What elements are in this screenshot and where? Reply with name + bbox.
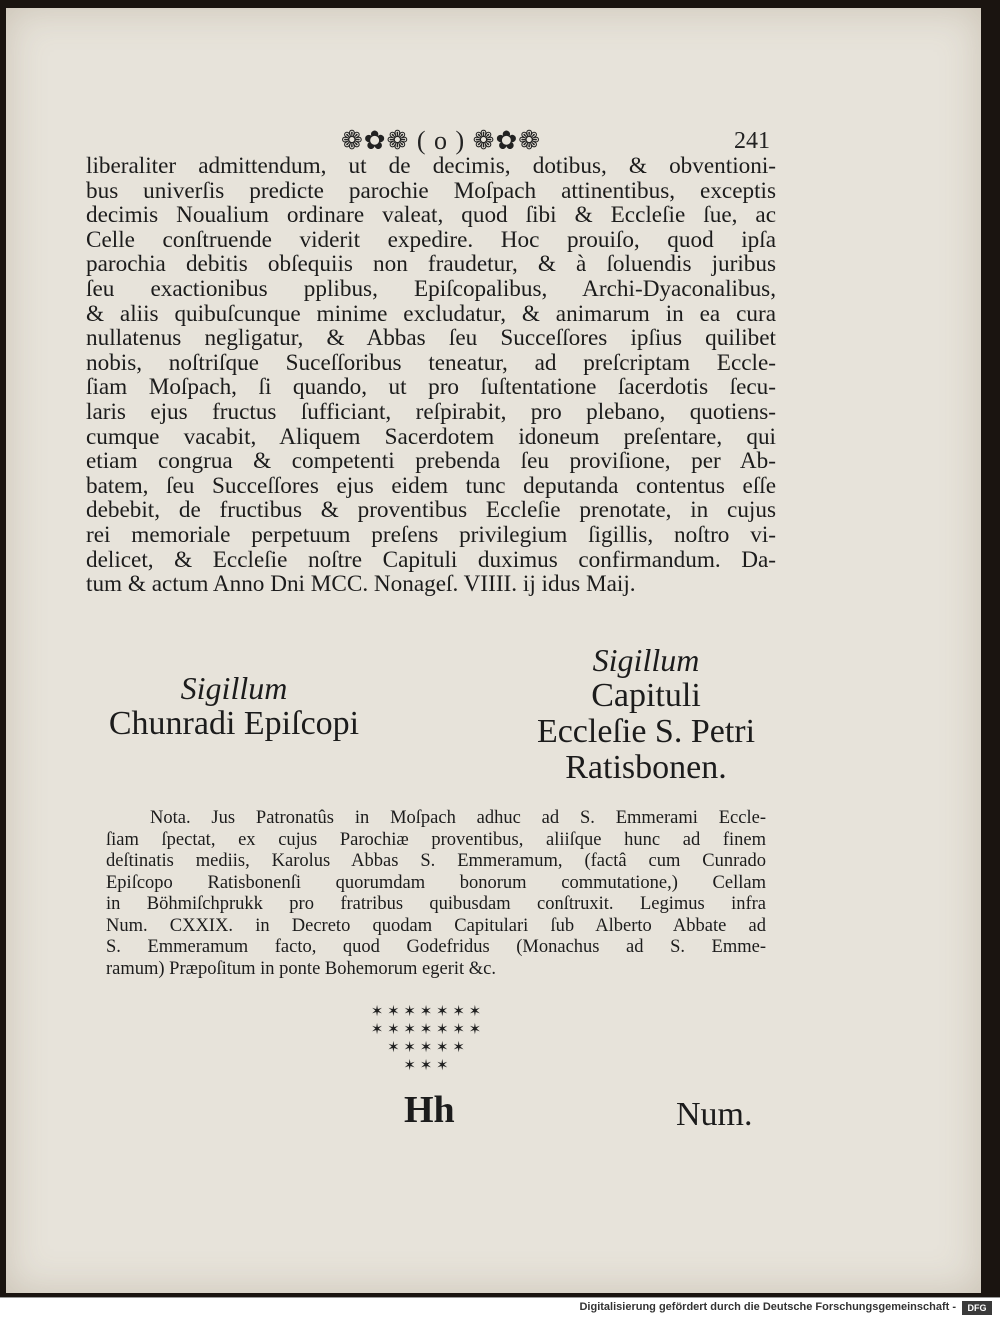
text-line: rei memoriale perpetuum preſens privilegium ſigillis, noſtro vi- — [86, 521, 776, 548]
text-line: nobis, noſtriſque Suceſſoribus teneatur, ad preſcriptam Eccle- — [86, 349, 776, 376]
text-line: nullatenus negligatur, & Abbas ſeu Succeſſores ipſius quilibet — [86, 325, 776, 352]
signature-mark: Hh — [404, 1089, 455, 1131]
seal-right-line: Capituli — [591, 677, 701, 714]
seal-right-block — [511, 642, 781, 786]
text-line: ſiam Moſpach, ſi quando, ut pro ſuſtentatione ſacerdotis ſecu- — [86, 374, 776, 401]
footer-bar — [0, 1297, 1000, 1319]
seal-left-block — [84, 670, 384, 742]
footer-credit: Digitalisierung gefördert durch die Deutsche Forschungsgemeinschaft - — [579, 1301, 956, 1313]
text-line: liberaliter admittendum, ut de decimis, dotibus, & obventioni- — [86, 153, 776, 179]
star-ornament — [336, 1003, 516, 1075]
star-row: ✶ ✶ ✶ ✶ ✶ ✶ ✶ — [370, 1004, 482, 1020]
text-line: etiam congrua & competenti prebenda ſeu proviſione, per Ab- — [86, 448, 776, 475]
star-row: ✶ ✶ ✶ ✶ ✶ ✶ ✶ — [370, 1022, 482, 1038]
nota-line: Num. CXXIX. in Decreto quodam Capitulari ſub Alberto Abbate ad — [106, 915, 766, 936]
nota-block — [106, 808, 766, 980]
dfg-logo-icon: DFG — [962, 1301, 992, 1315]
nota-line: Epiſcopo Ratisbonenſi quorumdam bonorum commutatione,) Cellam — [106, 872, 766, 893]
nota-line: in Böhmiſchprukk pro fratribus quibusdam conſtruxit. Legimus infra — [106, 894, 766, 914]
catchword: Num. — [676, 1096, 753, 1133]
text-line: cumque vacabit, Aliquem Sacerdotem idoneum preſentare, qui — [86, 423, 776, 450]
text-line: & aliis quibuſcunque minime excludatur, & animarum in ea cura — [86, 300, 776, 327]
seal-right-line: Ratisbonen. — [565, 749, 727, 786]
star-row: ✶ ✶ ✶ ✶ ✶ — [387, 1040, 465, 1056]
text-line: decimis Noualium ordinare valeat, quod ſibi & Eccleſie ſue, ac — [86, 202, 776, 229]
seal-right-heading: Sigillum — [592, 642, 700, 678]
nota-line: ſiam ſpectat, ex cujus Parochiæ proventibus, aliiſque hunc ad finem — [106, 829, 766, 850]
seal-right-line: Eccleſie S. Petri — [536, 713, 756, 750]
nota-line: ramum) Præpoſitum in ponte Bohemorum egerit &c. — [106, 958, 496, 979]
text-line: tum & actum Anno Dni MCC. Nonageſ. VIIII. ij idus Maij. — [86, 571, 636, 598]
text-line: bus univerſis predicte parochie Moſpach attinentibus, exceptis — [86, 177, 776, 204]
header-ornament: ❁✿❁ ( o ) ❁✿❁ — [340, 126, 542, 155]
text-line: parochia debitis obſequiis non fraudetur, & à ſoluendis juribus — [86, 251, 776, 278]
star-row: ✶ ✶ ✶ — [403, 1058, 449, 1074]
book-page — [6, 8, 981, 1293]
nota-line: deſtinatis mediis, Karolus Abbas S. Emmeramum, (factâ cum Cunrado — [106, 851, 766, 871]
text-line: Celle conſtruende viderit expedire. Hoc prouiſo, quod ipſa — [86, 226, 776, 253]
text-line: ſeu exactionibus pplibus, Epiſcopalibus, Archi-Dyaconalibus, — [86, 275, 776, 302]
text-line: debebit, de fructibus & proventibus Eccleſie prenotate, in cujus — [86, 497, 776, 524]
seal-left-heading: Sigillum — [180, 670, 288, 706]
nota-line: S. Emmeramum facto, quod Godefridus (Monachus ad S. Emme- — [106, 937, 766, 957]
text-line: laris ejus fructus ſufficiant, reſpirabit, pro plebano, quotiens- — [86, 398, 776, 425]
main-text-block — [86, 154, 776, 597]
text-line: batem, ſeu Succeſſores ejus eidem tunc deputanda contentus eſſe — [86, 472, 776, 499]
nota-line: Nota. Jus Patronatûs in Moſpach adhuc ad S. Emmerami Eccle- — [150, 808, 766, 828]
text-line: delicet, & Eccleſie noſtre Capituli duximus confirmandum. Da- — [86, 546, 776, 573]
seal-left-line: Chunradi Epiſcopi — [108, 705, 360, 742]
page-number: 241 — [734, 128, 770, 154]
